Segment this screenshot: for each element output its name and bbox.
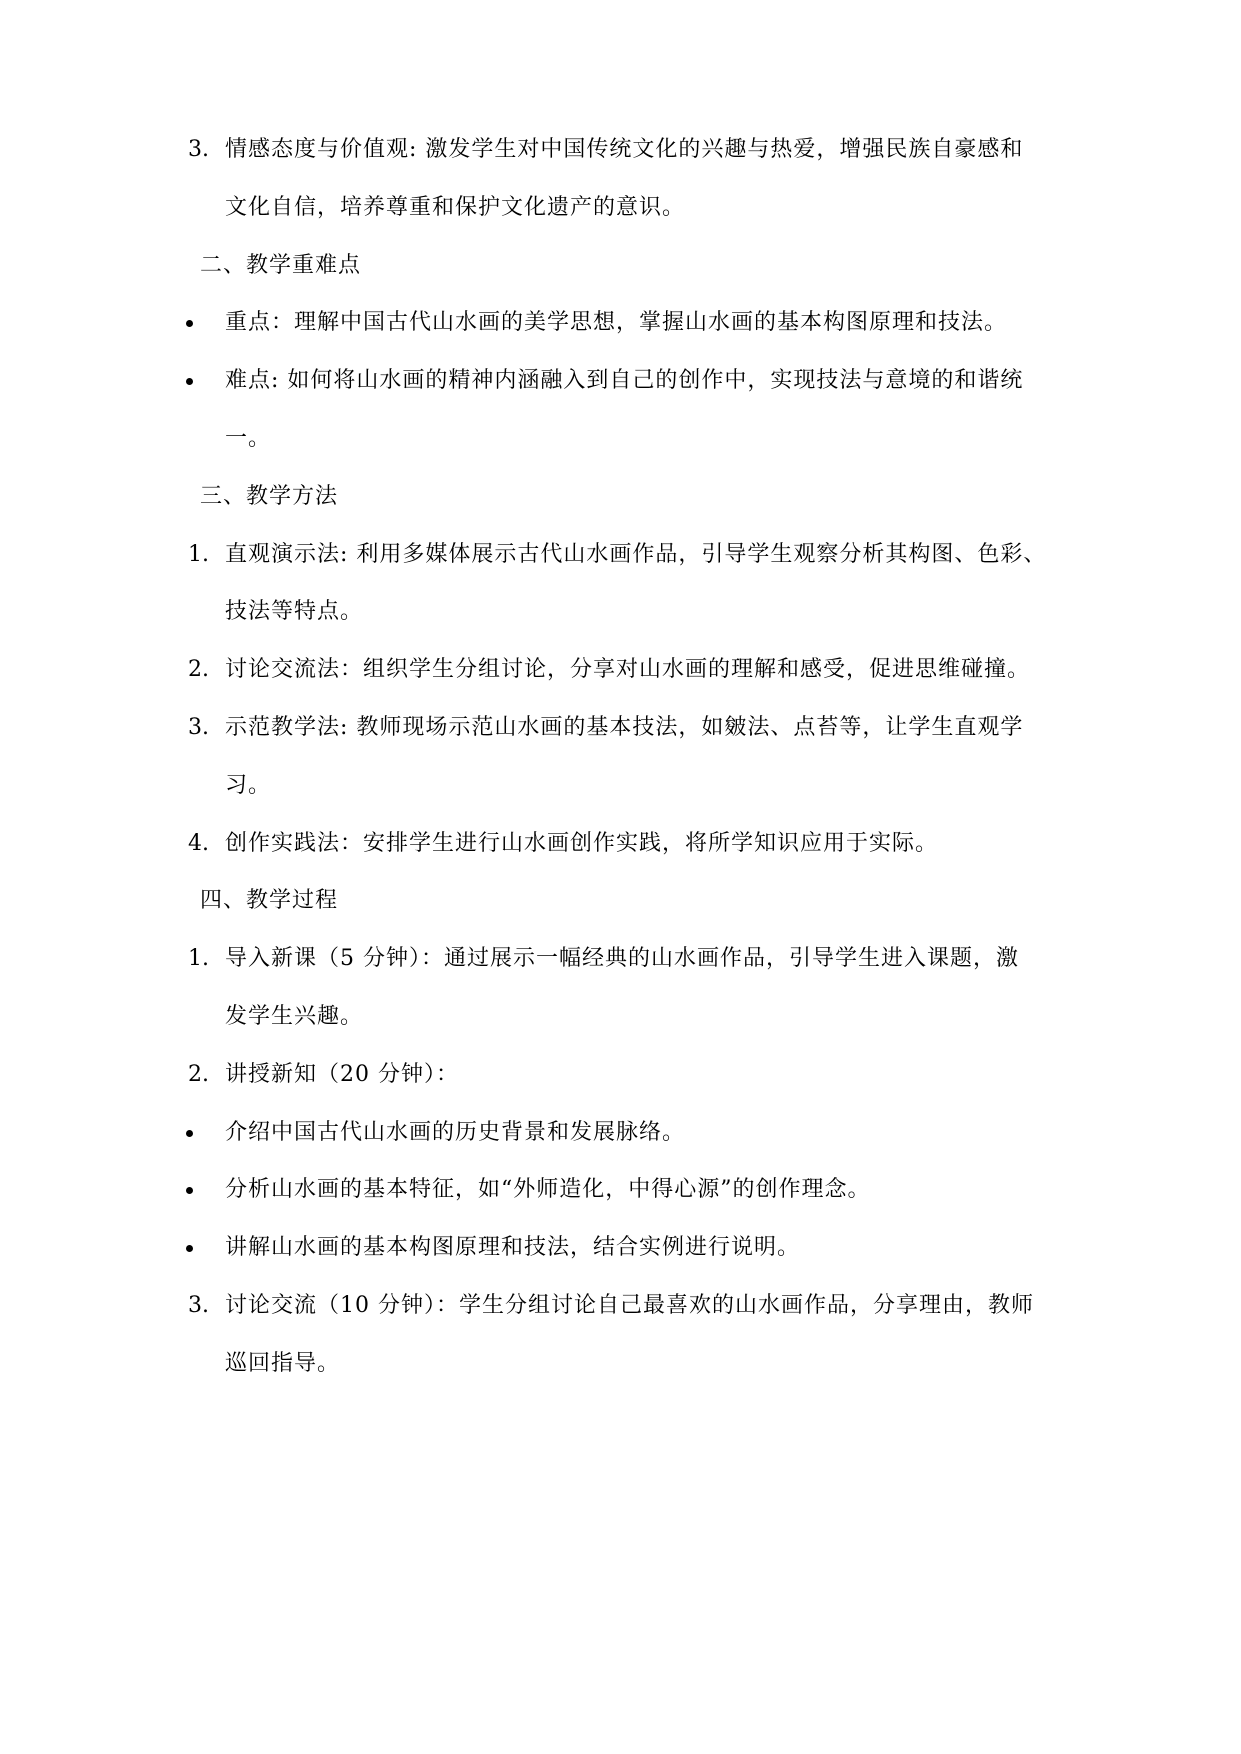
- item-text: 讨论交流法：组织学生分组讨论，分享对山水画的理解和感受，促进思维碰撞。: [225, 657, 1031, 683]
- item-text: 介绍中国古代山水画的历史背景和发展脉络。: [225, 1119, 686, 1145]
- list-number: 2.: [188, 1061, 209, 1087]
- bullet-dot-icon: [186, 1187, 193, 1194]
- section-heading-text: 二、教学重难点: [200, 252, 362, 278]
- item-text: 讲授新知（20 分钟）：: [225, 1061, 459, 1087]
- bullet-dot-icon: [186, 1245, 193, 1252]
- item-text: 直观演示法: 利用多媒体展示古代山水画作品，引导学生观察分析其构图、色彩、: [225, 541, 1047, 567]
- item-text: 创作实践法：安排学生进行山水画创作实践，将所学知识应用于实际。: [225, 830, 939, 856]
- list-number: 1.: [188, 541, 209, 567]
- item-text: 重点：理解中国古代山水画的美学思想，掌握山水画的基本构图原理和技法。: [225, 310, 1008, 336]
- item-text: 讨论交流（10 分钟）：学生分组讨论自己最喜欢的山水画作品，分享理由，教师: [225, 1293, 1034, 1318]
- section-heading-text: 四、教学过程: [200, 888, 339, 914]
- list-number: 4.: [188, 830, 209, 856]
- bullet-dot-icon: [186, 320, 193, 327]
- list-number: 3.: [188, 715, 209, 740]
- section-heading-text: 三、教学方法: [200, 483, 339, 509]
- item-text: 文化自信，培养尊重和保护文化遗产的意识。: [225, 194, 686, 220]
- bullet-dot-icon: [186, 378, 193, 385]
- item-text: 技法等特点。: [225, 599, 364, 625]
- list-number: 3.: [188, 1293, 209, 1318]
- item-text: 难点: 如何将山水画的精神内涵融入到自己的创作中，实现技法与意境的和谐统: [225, 368, 1024, 394]
- item-text: 情感态度与价值观: 激发学生对中国传统文化的兴趣与热爱，增强民族自豪感和: [225, 137, 1024, 162]
- item-text: 发学生兴趣。: [225, 1004, 364, 1029]
- list-number: 3.: [188, 137, 209, 162]
- list-number: 1.: [188, 946, 209, 972]
- item-text: 一。: [225, 426, 272, 451]
- item-text: 导入新课（5 分钟）：通过展示一幅经典的山水画作品，引导学生进入课题，激: [225, 946, 1019, 972]
- item-text: 巡回指导。: [225, 1350, 341, 1376]
- bullet-dot-icon: [186, 1130, 193, 1137]
- item-text: 示范教学法: 教师现场示范山水画的基本技法，如皴法、点苔等，让学生直观学: [225, 715, 1024, 740]
- item-text: 讲解山水画的基本构图原理和技法，结合实例进行说明。: [225, 1235, 801, 1261]
- item-text: 习。: [225, 772, 272, 798]
- item-text: 分析山水画的基本特征，如“外师造化，中得心源”的创作理念。: [225, 1177, 871, 1203]
- list-number: 2.: [188, 657, 209, 683]
